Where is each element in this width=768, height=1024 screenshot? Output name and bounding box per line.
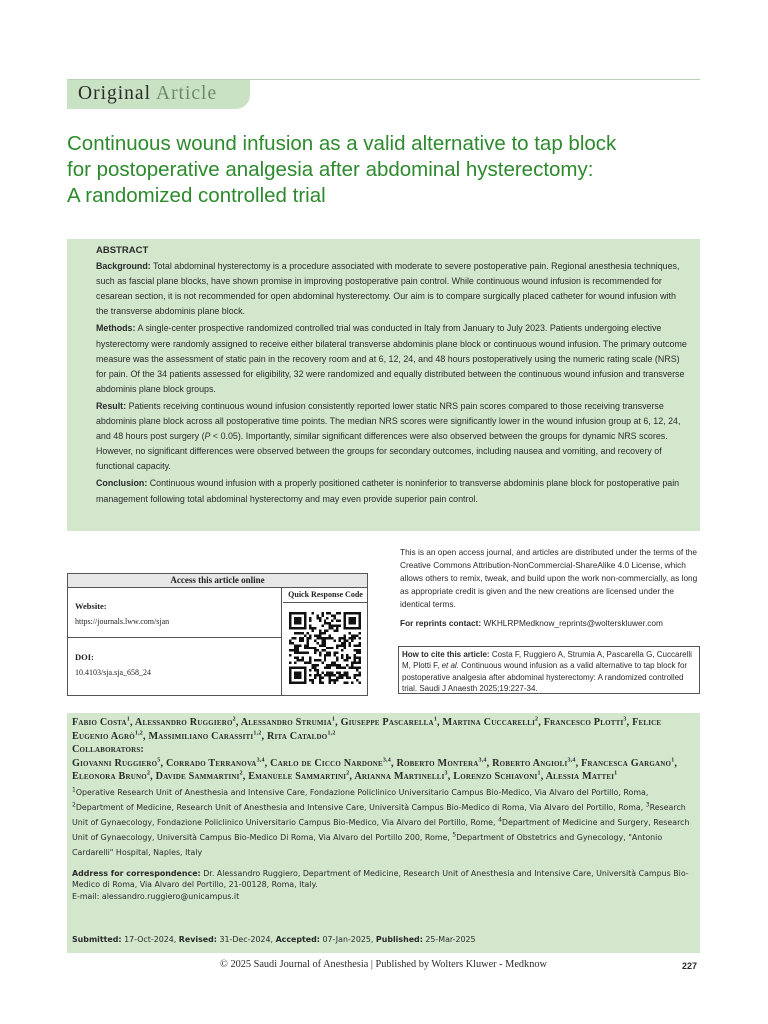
conclusion-label: Conclusion:: [96, 478, 148, 489]
qr-code-icon[interactable]: [289, 612, 361, 689]
author-list: Fabio Costa$^1$, Alessandro Ruggiero$^2$, Alessandro Strumia$^1$, Giuseppe Pascarella$^1$, Martina Cuccarelli$^2$, Francesco Plotti$^3$, Felice Eugenio Agrò$^{1,2}$, Massimiliano Carassiti$^{1,2}$, Rita Cataldo$^{1,2}$ Collaborators: Giovanni Ruggiero$^5$, Corrado Terranova$^{3,4}$, Carlo de Cicco Nardone$^{3,4}$, Roberto Montera$^{3,4}$, Roberto Angioli$^{3,4}$, Francesca Gargano$^1$, Eleonora Bruno$^2$, Davide Sammartini$^2$, Emanuele Sammartini$^2$, Arianna Martinelli$^3$, Lorenzo Schiavoni$^1$, Alessia Mattei$^1$: [72, 716, 678, 782]
qr-cell: [283, 588, 368, 696]
submitted-label: Submitted:: [72, 935, 122, 944]
page-number: 227: [682, 961, 698, 971]
result-p: P: [204, 431, 211, 442]
result-text-1: Patients receiving continuous wound infusion consistently reported lower static NRS pain scores compared to those receiving transverse abdominis plane block across all postoperative time points. The median NRS scores were significantly lower in the wound infusion group at 6, 12, 24, and 48 hours post surgery (: [96, 400, 681, 442]
published-label: Published:: [375, 935, 423, 944]
abstract-result: [96, 399, 688, 474]
doi-label: DOI:: [75, 652, 94, 662]
correspondence-text: Dr. Alessandro Ruggiero, Department of Medicine, Research Unit of Anesthesia and Intensive Care, Università Campus Bio-Medico di Roma, Via Alvaro del Portillo, 21-00128, Roma, Italy.: [72, 868, 689, 890]
correspondence-label: Address for correspondence:: [72, 868, 201, 878]
author-name: Alessandro Strumia: [240, 717, 332, 728]
author-name: Francesco Plotti: [543, 717, 624, 728]
affiliation-2: Department of Medicine, Research Unit of Anesthesia and Intensive Care, Università Campus Bio-Medico di Roma, Via Alvaro del Portillo, Roma,: [75, 802, 646, 812]
abstract-heading: ABSTRACT: [96, 245, 149, 256]
author-name: Felice Eugenio Agrò: [72, 717, 662, 742]
title-line-1: Continuous wound infusion as a valid alternative to tap block: [67, 132, 617, 155]
collaborator-name: Davide Sammartini: [155, 771, 240, 782]
correspondence-email[interactable]: E-mail: alessandro.ruggiero@unicampus.it: [72, 891, 240, 901]
cite-text-2: Continuous wound infusion as a valid alternative to tap block for postoperative analgesia after abdominal hysterectomy: A randomized controlled trial. Saudi J Anaesth 2025;19:227-34.: [402, 661, 688, 694]
author-name: Massimiliano Carassiti: [148, 730, 254, 742]
abstract-conclusion: [96, 476, 688, 506]
revised-date: 31-Dec-2024,: [219, 935, 274, 944]
collaborator-name: Roberto Angioli: [492, 757, 568, 769]
author-name: Martina Cuccarelli: [442, 717, 536, 728]
journal-footer: © 2025 Saudi Journal of Anesthesia | Published by Wolters Kluwer - Medknow: [220, 959, 547, 970]
result-label: Result:: [96, 400, 127, 411]
author-name: Rita Cataldo: [266, 730, 328, 742]
article-dates: [72, 935, 476, 944]
cite-box: [398, 646, 700, 694]
reprints-email[interactable]: WKHLRPMedknow_reprints@wolterskluwer.com: [483, 618, 663, 629]
affiliations: $^1$Operative Research Unit of Anesthesia and Intensive Care, Fondazione Policlinico Universitario Campus Bio-Medico, Via Alvaro del Portillo, Roma, $^2$Department of Medicine, Research Unit of Anesthesia and Intensive Care, Università Campus Bio-Medico di Roma, Via Alvaro del Portillo, Roma, $^3$Research Unit of Gynaecology, Fondazione Policlinico Universitario Campus Bio-Medico, Via Alvaro del Portillo, Rome, $^4$Department of Medicine and Surgery, Research Unit of Gynaecology, Università Campus Bio-Medico Di Roma, Via Alvaro del Portillo 200, Rome, $^5$Department of Obstetrics and Gynecology, "Antonio Cardarelli" Hospital, Naples, Italy: [72, 785, 690, 857]
title-line-2: for postoperative analgesia after abdominal hysterectomy:: [67, 158, 594, 181]
abstract-background: [96, 259, 688, 319]
author-name: Giuseppe Pascarella: [340, 717, 434, 728]
website-row: [68, 588, 281, 638]
abstract-box: [67, 239, 700, 531]
reprints-contact: [400, 617, 700, 630]
website-link[interactable]: https://journals.lww.com/sjan: [75, 617, 170, 626]
affiliation-3: Research Unit of Gynaecology, Fondazione Policlinico Universitario Campus Bio-Medico, Via Alvaro del Portillo, Rome,: [72, 802, 686, 827]
author-name: Fabio Costa: [72, 717, 127, 728]
cite-label: How to cite this article:: [402, 650, 490, 659]
tag-word-article: Article: [155, 83, 218, 104]
collaborator-name: Eleonora Bruno: [72, 771, 147, 782]
collaborator-name: Francesca Gargano: [581, 757, 672, 769]
affiliation-1: Operative Research Unit of Anesthesia and Intensive Care, Fondazione Policlinico Universitario Campus Bio-Medico, Via Alvaro del Portillo, Roma,: [75, 787, 649, 797]
affiliation-4: Department of Medicine and Surgery, Research Unit of Gynaecology, Università Campus Bio-Medico Di Roma, Via Alvaro del Portillo 200, Rome,: [72, 817, 690, 842]
article-title: [67, 131, 707, 209]
doi-link[interactable]: 10.4103/sja.sja_658_24: [75, 668, 151, 677]
license-text: This is an open access journal, and articles are distributed under the terms of the Creative Commons Attribution-NonCommercial-ShareAlike 4.0 License, which allows others to remix, tweak, and build upon the work non-commercially, as long as appropriate credit is given and the new creations are licensed under the identical terms.: [400, 547, 698, 610]
accepted-label: Accepted:: [275, 935, 320, 944]
affiliation-5: Department of Obstetrics and Gynecology, "Antonio Cardarelli" Hospital, Naples, Italy: [72, 832, 663, 857]
website-label: Website:: [75, 601, 107, 611]
tag-word-original: Original: [78, 83, 151, 104]
cite-etal: et al.: [441, 661, 459, 671]
qr-label: Quick Response Code: [283, 588, 368, 603]
accepted-date: 07-Jan-2025,: [322, 935, 374, 944]
collaborator-name: Alessia Mattei: [545, 771, 615, 782]
access-heading: Access this article online: [68, 574, 367, 588]
abstract-methods: [96, 321, 688, 396]
published-date: 25-Mar-2025: [425, 935, 476, 944]
author-name: Alessandro Ruggiero: [134, 717, 233, 728]
methods-label: Methods:: [96, 323, 136, 334]
cite-text-1: Costa F, Ruggiero A, Strumia A, Pascarella G, Cuccarelli M, Plotti F,: [402, 650, 692, 671]
revised-label: Revised:: [178, 935, 217, 944]
access-box: [67, 573, 368, 696]
correspondence: [72, 868, 694, 903]
submitted-date: 17-Oct-2024,: [124, 935, 177, 944]
collaborator-name: Giovanni Ruggiero: [72, 757, 158, 769]
license-notice: [400, 546, 700, 631]
doi-row: [68, 638, 281, 677]
authors-box: [67, 713, 700, 953]
conclusion-text: Continuous wound infusion with a properly positioned catheter is noninferior to transverse abdominis plane block for postoperative pain management following total abdominal hysterectomy and may even provide superior pain control.: [96, 478, 680, 504]
collaborator-name: Arianna Martinelli: [354, 771, 445, 782]
reprints-label: For reprints contact:: [400, 618, 482, 629]
collaborators-label: Collaborators:: [72, 744, 145, 755]
result-text-2: < 0.05). Importantly, similar significant differences were also observed between the groups for dynamic NRS scores. However, no significant differences were observed between the groups for secondary outcomes, including nausea and vomiting, and recovery of functional capacity.: [96, 431, 668, 472]
title-line-3: A randomized controlled trial: [67, 184, 326, 207]
methods-text: A single-center prospective randomized controlled trial was conducted in Italy from January to July 2023. Patients undergoing elective hysterectomy were randomly assigned to receive either bilateral transverse abdominis plane block or continuous wound infusion. The primary outcome measure was the assessment of static pain in the recovery room and at 6, 12, 24, and 48 hours postoperatively using the numeric rating scale (NRS) for pain. Of the 34 patients assessed for eligibility, 32 were randomized and equally distributed between the continuous wound infusion and transverse abdominis plane block groups.: [96, 323, 687, 394]
article-type-tag: [67, 80, 250, 109]
background-label: Background:: [96, 261, 151, 272]
access-info: [68, 588, 282, 696]
collaborator-name: Emanuele Sammartini: [248, 771, 347, 782]
collaborator-name: Lorenzo Schiavoni: [453, 771, 538, 782]
collaborator-name: Corrado Terranova: [165, 757, 257, 769]
collaborator-name: Carlo de Cicco Nardone: [270, 757, 383, 769]
collaborator-name: Roberto Montera: [396, 757, 479, 769]
background-text: Total abdominal hysterectomy is a procedure associated with moderate to severe postoperative pain. Regional anesthesia techniques, such as fascial plane blocks, have shown promise in improving postoperative pain control. While continuous wound infusion is recommended for cesarean section, it is not recommended for open abdominal hysterectomy. Our aim is to compare surgically placed catheter for wound infusion with the transverse abdominis plane block.: [96, 261, 680, 317]
